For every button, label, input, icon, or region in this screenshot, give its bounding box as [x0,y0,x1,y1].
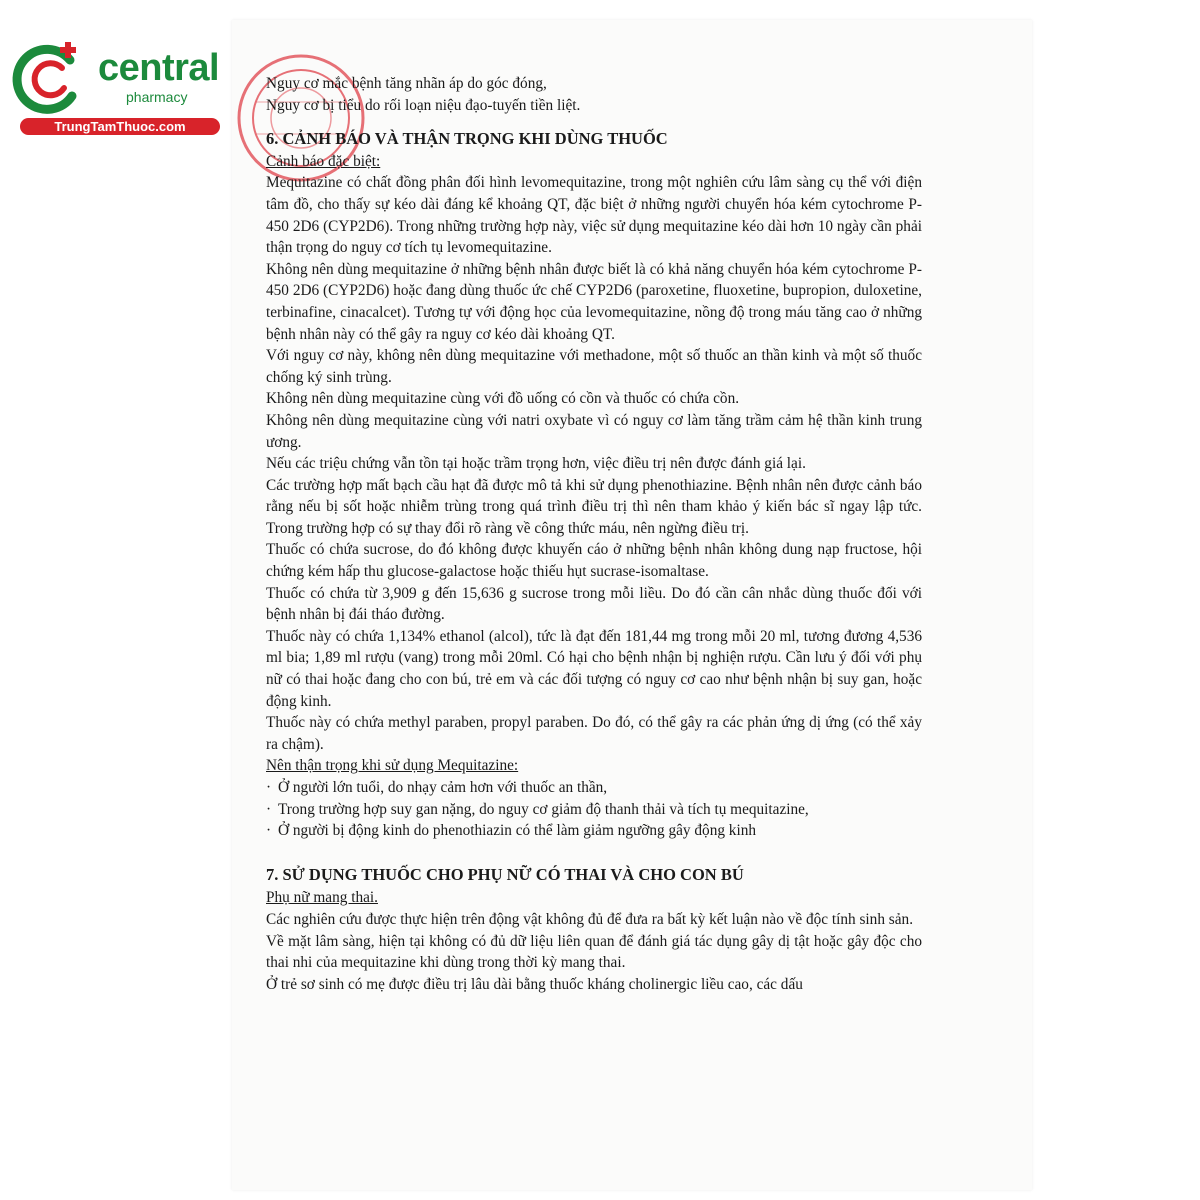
section-6-title: 6. CẢNH BÁO VÀ THẬN TRỌNG KHI DÙNG THUỐC [266,129,668,149]
intro-line: Nguy cơ mắc bệnh tăng nhãn áp do góc đóng, [266,75,547,92]
paragraph: Các trường hợp mất bạch cầu hạt đã được mô tả khi sử dụng phenothiazine. Bệnh nhân nên được cảnh báo rằng nếu bị sốt hoặc nhiễm trùng trong quá trình điều trị thì nên tham khảo ý kiến bác sĩ ngay lập tức. Trong trường hợp có sự thay đổi rõ ràng về công thức máu, nên ngừng điều trị. [266,476,922,537]
paragraph: Thuốc này có chứa 1,134% ethanol (alcol), tức là đạt đến 181,44 mg trong mỗi 20 ml, tương đương 4,536 ml bia; 1,89 ml rượu (vang) trong mỗi 20ml. Có hại cho bệnh nhận bị nghiện rượu. Cần lưu ý đối với phụ nữ có thai hoặc đang cho con bú, trẻ em và các đối tượng có nguy cơ cao như bệnh nhận bị suy gan, hoặc động kinh. [266,627,922,710]
caution-item: · Ở người bị động kinh do phenothiazin có thể làm giảm ngưỡng gây động kinh [266,822,757,840]
paragraph: Ở trẻ sơ sinh có mẹ được điều trị lâu dài bằng thuốc kháng cholinergic liều cao, các dấu [266,975,803,993]
paragraph: Với nguy cơ này, không nên dùng mequitazine với methadone, một số thuốc an thần kinh và một số thuốc chống ký sinh trùng. [266,347,922,386]
paragraph: Không nên dùng mequitazine cùng với natri oxybate vì có nguy cơ làm tăng trầm cảm hệ thần kinh trung ương. [266,411,922,451]
logo-website: TrungTamThuoc.com [20,118,220,135]
document-content [266,73,922,995]
paragraph: Về mặt lâm sàng, hiện tại không có đủ dữ liệu liên quan để đánh giá tác dụng gây dị tật hoặc gây độc cho thai nhi của mequitazine khi dùng trong thời kỳ mang thai. [266,932,922,972]
paragraph: Thuốc có chứa sucrose, do đó không được khuyến cáo ở những bệnh nhân không dung nạp fructose, hội chứng kém hấp thu glucose-galactose hoặc thiếu hụt sucrase-isomaltase. [266,541,922,581]
caution-item: · Trong trường hợp suy gan nặng, do nguy cơ giảm độ thanh thải và tích tụ mequitazine, [266,800,809,818]
paragraph: Không nên dùng mequitazine ở những bệnh nhân được biết là có khả năng chuyển hóa kém cytochrome P-450 2D6 (CYP2D6) hoặc đang dùng thuốc ức chế CYP2D6 (paroxetine, fluoxetine, bupropion, duloxetine, terbinafine, cinacalcet). Tương tự với động học của levomequitazine, nồng độ trong máu tăng cao ở những bệnh nhân này có thể gây ra nguy cơ kéo dài khoảng QT. [266,260,922,343]
pregnancy-label: Phụ nữ mang thai. [266,889,378,907]
section-7-title: 7. SỬ DỤNG THUỐC CHO PHỤ NỮ CÓ THAI VÀ CHO CON BÚ [266,864,744,884]
intro-line: Nguy cơ bị tiểu do rối loạn niệu đạo-tuyến tiền liệt. [266,96,581,114]
logo-name: central [98,47,220,89]
paragraph: Thuốc có chứa từ 3,909 g đến 15,636 g sucrose trong mỗi liều. Do đó cần cân nhắc dùng thuốc đối với bệnh nhân bị đái tháo đường. [266,584,922,624]
paragraph: Mequitazine có chất đồng phân đối hình levomequitazine, trong một nghiên cứu lâm sàng cụ thể với điện tâm đồ, cho thấy sự kéo dài đáng kể khoảng QT, đặc biệt ở những người chuyển hóa kém cytochrome P-450 2D6 (CYP2D6). Trong những trường hợp này, việc sử dụng mequitazine kéo dài hơn 10 ngày cần phải thận trọng do nguy cơ tích tụ levomequitazine. [266,174,922,257]
paragraph: Không nên dùng mequitazine cùng với đồ uống có cồn và thuốc có chứa cồn. [266,390,740,408]
caution-item: · Ở người lớn tuổi, do nhạy cảm hơn với thuốc an thần, [266,779,608,796]
central-pharmacy-logo-icon [10,38,92,120]
logo-subtitle: pharmacy [126,89,188,105]
paragraph: Nếu các triệu chứng vẫn tồn tại hoặc trầm trọng hơn, việc điều trị nên được đánh giá lại. [266,455,806,473]
paragraph: Thuốc này có chứa methyl paraben, propyl paraben. Do đó, có thể gây ra các phản ứng dị ứng (có thể xảy ra chậm). [266,714,922,753]
brand-logo [10,38,220,138]
paragraph: Các nghiên cứu được thực hiện trên động vật không đủ để đưa ra bất kỳ kết luận nào về độc tính sinh sản. [266,910,914,928]
caution-label: Nên thận trọng khi sử dụng Mequitazine: [266,757,519,775]
special-warning-label: Cảnh báo đặc biệt: [266,152,381,170]
